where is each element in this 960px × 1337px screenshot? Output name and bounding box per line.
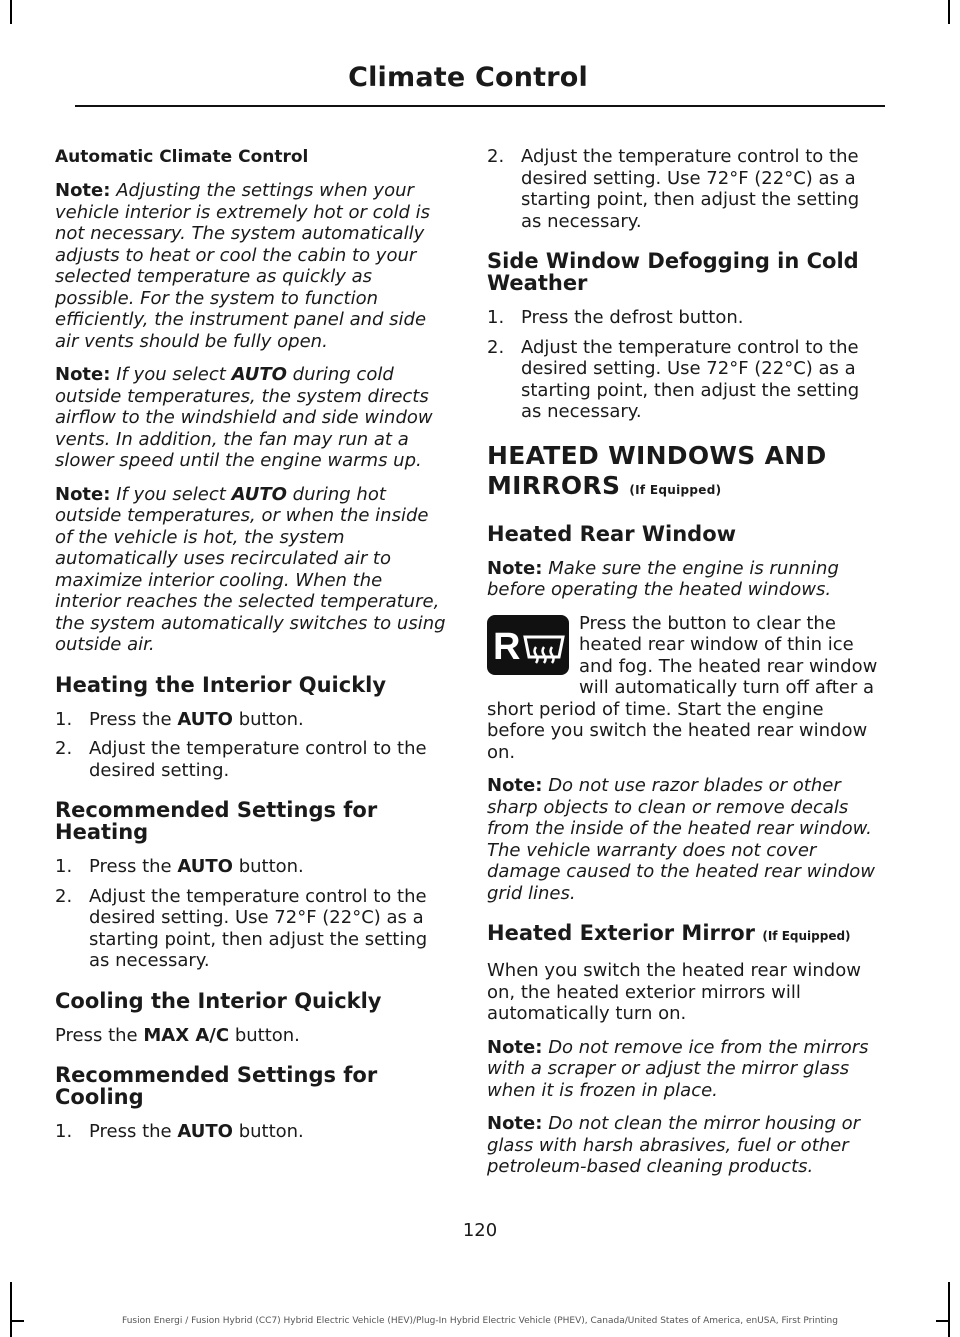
auto-keyword: AUTO [177, 708, 233, 730]
heated-exterior-mirror-heading [487, 922, 879, 947]
max-ac-keyword: MAX A/C [143, 1024, 230, 1046]
heading-text: Heated Exterior Mirror [487, 921, 756, 945]
note-label: Note: [487, 1036, 543, 1058]
step-text: Adjust the temperature control to the desired setting. [89, 738, 427, 781]
right-column [487, 146, 879, 1190]
auto-keyword: AUTO [231, 364, 287, 385]
auto-climate-heading: Automatic Climate Control [55, 147, 309, 167]
note-text: Do not clean the mirror housing or glass with harsh abrasives, fuel or other petroleum-based cleaning products. [487, 1113, 861, 1177]
recommended-cooling-heading: Recommended Settings for Cooling [55, 1063, 378, 1109]
svg-text:R: R [493, 625, 521, 668]
if-equipped-tag: (If Equipped) [762, 929, 851, 943]
if-equipped-tag: (If Equipped) [629, 482, 722, 497]
note-text-pre: If you select [116, 364, 226, 385]
step-number: 2. [487, 336, 505, 358]
step-number: 1. [55, 856, 73, 877]
step-text: Press the [89, 708, 172, 730]
step-text: Press the defrost button. [521, 307, 744, 328]
crop-mark-bottom-right [948, 1282, 950, 1337]
step-number: 2. [55, 738, 73, 759]
heating-quickly-steps [55, 709, 447, 782]
step-text: Adjust the temperature control to the desired setting. Use 72°F (22°C) as a starting point, then adjust the setting as necessary. [521, 146, 860, 232]
note-text-post: during hot outside temperatures, or when the inside of the vehicle is hot, the system automatically uses recirculated air to maximize interior cooling. When the interior reaches the selected temperature, the system automatically switches to using outside air. [55, 483, 446, 655]
rear-defrost-icon [487, 615, 569, 675]
body-text: Press the [55, 1024, 138, 1046]
step-text: button. [238, 1121, 304, 1142]
list-item [487, 146, 879, 232]
note-text: Do not remove ice from the mirrors with a scraper or adjust the mirror glass when it is frozen in place. [487, 1036, 869, 1101]
crop-mark-top-right [948, 0, 950, 24]
step-number: 1. [487, 307, 505, 328]
step-text: Adjust the temperature control to the desired setting. Use 72°F (22°C) as a starting point, then adjust the setting as necessary. [89, 885, 428, 971]
header-rule [75, 105, 885, 107]
side-window-defog-steps [487, 307, 879, 423]
list-item [55, 709, 447, 731]
note-label: Note: [55, 483, 111, 505]
body-text: button. [234, 1024, 300, 1046]
list-item [55, 886, 447, 972]
step-text: button. [238, 856, 304, 877]
recommended-heating-steps [55, 856, 447, 972]
list-item [487, 307, 879, 329]
list-item [487, 337, 879, 423]
cooling-quickly-heading: Cooling the Interior Quickly [55, 988, 382, 1013]
step-number: 2. [487, 146, 505, 167]
note-text: Do not use razor blades or other sharp objects to clean or remove decals from the inside of the heated rear window. The vehicle warranty does not cover damage caused to the heated rear window grid lines. [487, 775, 875, 904]
note-razor-blades [487, 775, 879, 904]
page-title: Climate Control [348, 62, 588, 93]
step-number: 1. [55, 1121, 73, 1142]
ext-mirror-body: When you switch the heated rear window on, the heated exterior mirrors will automatically turn on. [487, 960, 861, 1024]
recommended-cooling-steps [55, 1121, 447, 1143]
note-harsh-abrasives [487, 1113, 879, 1178]
list-item [55, 856, 447, 878]
note-text: Adjusting the settings when your vehicle interior is extremely hot or cold is not necessary. The system automatically adjusts to heat or cool the cabin to your selected temperature as quickly as possible. For the system to function efficiently, the instrument panel and side air vents should be fully open. [55, 180, 431, 352]
side-window-defog-heading: Side Window Defogging in Cold Weather [487, 249, 859, 295]
auto-keyword: AUTO [177, 1121, 233, 1142]
note-text-post: during cold outside temperatures, the system directs airflow to the windshield and side window vents. In addition, the fan may run at a slower speed until the engine warms up. [55, 364, 433, 471]
recommended-heating-heading: Recommended Settings for Heating [55, 798, 378, 844]
note-label: Note: [55, 180, 111, 201]
step-text: button. [238, 708, 304, 730]
note-auto-adjust [55, 180, 447, 352]
list-item [55, 1121, 447, 1143]
note-cold-outside [55, 364, 447, 472]
cooling-quickly-text [55, 1025, 447, 1047]
note-label: Note: [487, 775, 543, 796]
left-column [55, 146, 447, 1155]
step-number: 2. [55, 885, 73, 907]
step-number: 1. [55, 708, 73, 730]
heating-quickly-heading: Heating the Interior Quickly [55, 672, 387, 697]
note-label: Note: [487, 557, 543, 579]
auto-keyword: AUTO [231, 483, 287, 505]
note-hot-outside [55, 484, 447, 656]
heated-rear-window-heading: Heated Rear Window [487, 521, 737, 546]
auto-keyword: AUTO [177, 856, 233, 877]
heading-line: MIRRORS [487, 470, 621, 500]
list-item [55, 738, 447, 781]
heading-line: HEATED WINDOWS AND [487, 440, 827, 470]
crop-mark-top-left [10, 0, 12, 24]
heated-windows-mirrors-heading [487, 441, 879, 505]
footer-text: Fusion Energi / Fusion Hybrid (CC7) Hybrid Electric Vehicle (HEV)/Plug-In Hybrid Electric Vehicle (PHEV), Canada/United States of America, enUSA, First Printing [122, 1316, 838, 1326]
recommended-cooling-steps-cont [487, 146, 879, 232]
step-text: Press the [89, 856, 172, 877]
note-label: Note: [487, 1113, 543, 1134]
body-text: Press the button to clear the heated rear window of thin ice and fog. The heated rear window will automatically turn off after a short period of time. Start the engine before you switch the heated rear window on. [487, 612, 878, 763]
step-text: Press the [89, 1121, 172, 1142]
step-text: Adjust the temperature control to the desired setting. Use 72°F (22°C) as a starting point, then adjust the setting as necessary. [521, 336, 860, 422]
page-number: 120 [462, 1220, 498, 1241]
crop-mark-bottom-left [10, 1282, 12, 1337]
rear-window-description [487, 613, 879, 764]
note-engine-running [487, 558, 879, 601]
note-label: Note: [55, 364, 111, 385]
note-text: Make sure the engine is running before operating the heated windows. [487, 557, 839, 600]
note-text-pre: If you select [116, 483, 226, 505]
note-ice-scraper [487, 1037, 879, 1102]
